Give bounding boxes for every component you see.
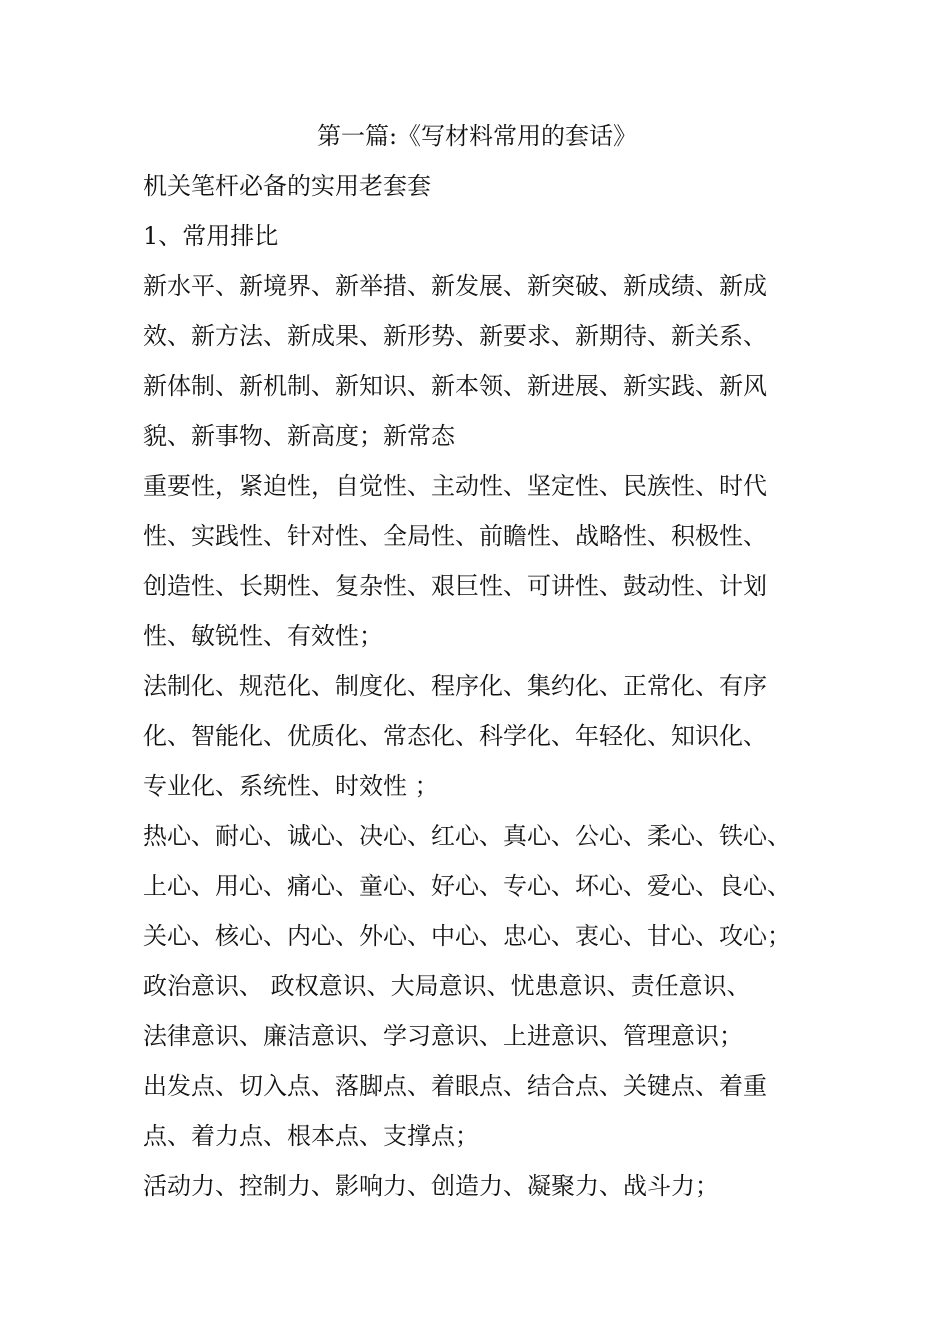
paragraph-line: 法律意识、廉洁意识、学习意识、上进意识、管理意识；: [143, 1022, 743, 1050]
paragraph-line: 化、智能化、优质化、常态化、科学化、年轻化、知识化、: [143, 722, 767, 750]
paragraph-line: 性、敏锐性、有效性；: [143, 622, 383, 650]
paragraph-line: 创造性、长期性、复杂性、艰巨性、可讲性、鼓动性、计划: [143, 572, 767, 600]
paragraph-yishi-terms: [143, 961, 811, 1061]
paragraph-line: 效、新方法、新成果、新形势、新要求、新期待、新关系、: [143, 322, 767, 350]
paragraph-line: 活动力、控制力、影响力、创造力、凝聚力、战斗力；: [143, 1172, 719, 1200]
paragraph-line: 新水平、新境界、新举措、新发展、新突破、新成绩、新成: [143, 272, 767, 300]
paragraph-hua-terms: [143, 661, 811, 811]
section-heading: 1、常用排比: [143, 222, 279, 250]
paragraph-line: 上心、用心、痛心、童心、好心、专心、坏心、爱心、良心、: [143, 872, 791, 900]
paragraph-line: 点、着力点、根本点、支撑点；: [143, 1122, 479, 1150]
paragraph-new-terms: [143, 261, 811, 461]
document-body: [143, 111, 811, 1211]
paragraph-line: 法制化、规范化、制度化、程序化、集约化、正常化、有序: [143, 672, 767, 700]
paragraph-line: 貌、新事物、新高度；新常态: [143, 422, 455, 450]
paragraph-li-terms: [143, 1161, 811, 1211]
paragraph-xin-terms: [143, 811, 811, 961]
paragraph-line: 专业化、系统性、时效性 ；: [143, 772, 439, 800]
document-subtitle: 机关笔杆必备的实用老套套: [143, 172, 431, 200]
paragraph-dian-terms: [143, 1061, 811, 1161]
document-title: 第一篇:《写材料常用的套话》: [316, 122, 638, 150]
paragraph-line: 关心、核心、内心、外心、中心、忠心、衷心、甘心、攻心；: [143, 922, 791, 950]
paragraph-line: 热心、耐心、诚心、决心、红心、真心、公心、柔心、铁心、: [143, 822, 791, 850]
paragraph-line: 性、实践性、针对性、全局性、前瞻性、战略性、积极性、: [143, 522, 767, 550]
paragraph-xing-terms: [143, 461, 811, 661]
paragraph-line: 重要性，紧迫性，自觉性、主动性、坚定性、民族性、时代: [143, 472, 767, 500]
paragraph-line: 出发点、切入点、落脚点、着眼点、结合点、关键点、着重: [143, 1072, 767, 1100]
paragraph-line: 政治意识、 政权意识、大局意识、忧患意识、责任意识、: [143, 972, 751, 1000]
paragraph-line: 新体制、新机制、新知识、新本领、新进展、新实践、新风: [143, 372, 767, 400]
